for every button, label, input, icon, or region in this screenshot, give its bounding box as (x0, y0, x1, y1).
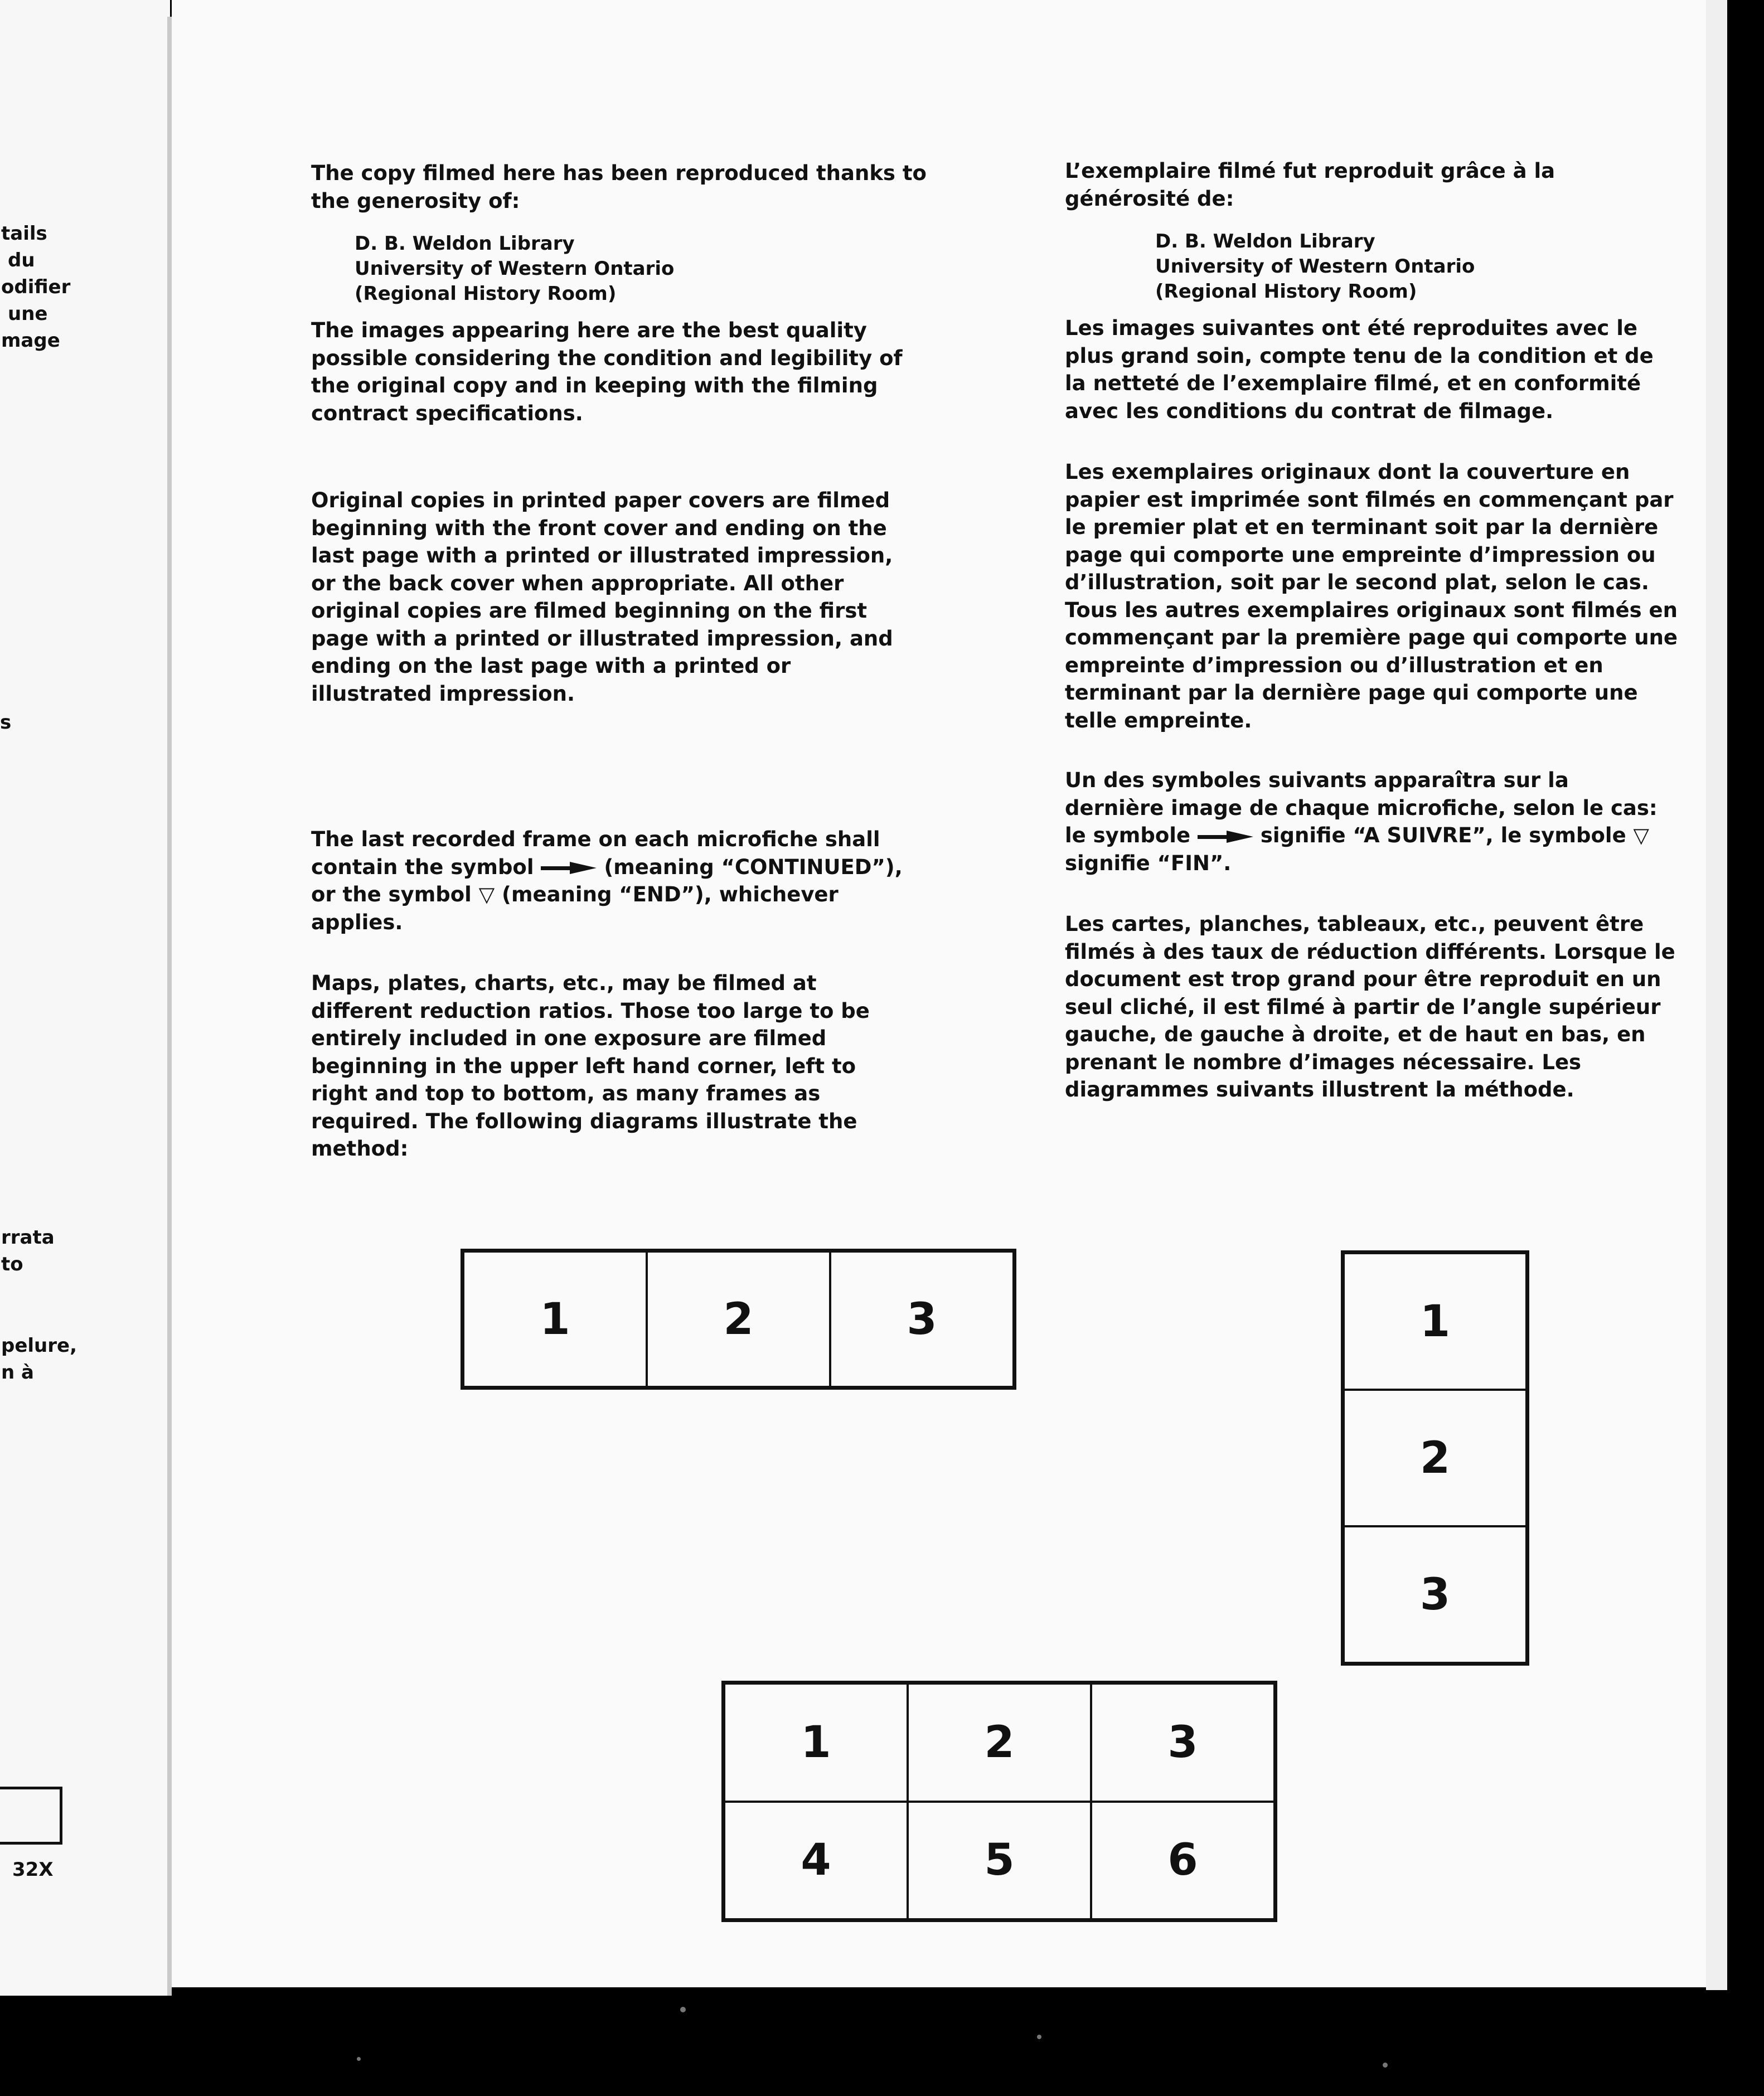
french-thanks: L’exemplaire filmé fut reproduit grâce à la générosité de: (1065, 159, 1555, 211)
page-edge (1706, 0, 1727, 1990)
english-symbol (311, 826, 913, 936)
english-thanks: The copy filmed here has been reproduced thanks to the generosity of: (311, 161, 927, 213)
frame-cell: 1 (724, 1683, 908, 1802)
left-fragment: pelure, (1, 1335, 77, 1357)
frame-cell: 2 (1344, 1390, 1526, 1526)
english-symbol-text: The last recorded frame on each microfiche shall contain the symbol (311, 827, 880, 879)
french-library-block (1155, 229, 1684, 304)
film-speck (357, 2057, 361, 2061)
left-fragment: rrata (1, 1226, 55, 1249)
french-maps: Les cartes, planches, tableaux, etc., peuvent être filmés à des taux de réduction différents. Lorsque le document est trop grand pour être reproduit en un seul cliché, il est filmé à partir de l’angle supérieur gauche, de gauche à droite, et de haut en bas, en prenant le nombre d’images nécessaire. Les diagrammes suivants illustrent la méthode. (1065, 912, 1675, 1102)
resolution-label: 32X (12, 1859, 54, 1881)
frame-cell: 2 (647, 1251, 830, 1387)
film-speck (1383, 2063, 1388, 2068)
frame-cell: 3 (1091, 1683, 1274, 1802)
arrow-icon (1198, 829, 1253, 844)
frame-cell: 1 (463, 1251, 647, 1387)
english-original: Original copies in printed paper covers are filmed beginning with the front cover and ending on the last page with a printed or illustrated impression, or the back cover when appropriate. All other original copies are filmed beginning on the first page with a printed or illustrated impression, and ending on the last page with a printed or illustrated impression. (311, 488, 893, 706)
frame-cell: 1 (1344, 1253, 1526, 1390)
frame-cell: 2 (908, 1683, 1091, 1802)
diagram-grid (721, 1681, 1277, 1922)
english-column (311, 159, 936, 1163)
frame-cell: 3 (830, 1251, 1014, 1387)
diagram-vertical (1341, 1250, 1529, 1666)
left-fragment: to (1, 1253, 23, 1275)
english-maps: Maps, plates, charts, etc., may be filmed at different reduction ratios. Those too large to be entirely included in one exposure are filmed beginning in the upper left hand corner, left to right and top to bottom, as many frames as required. The following diagrams illustrate the method: (311, 971, 870, 1161)
english-symbol-meaning: (meaning “CONTINUED”), or the symbol ▽ (meaning “END”), whichever applies. (311, 855, 903, 934)
french-column (1065, 157, 1684, 1104)
english-quality: The images appearing here are the best quality possible considering the condition and legibility of the original copy and in keeping with the filming contract specifications. (311, 318, 903, 425)
library-room: (Regional History Room) (1155, 280, 1417, 303)
library-university: University of Western Ontario (1155, 255, 1475, 278)
library-university: University of Western Ontario (355, 258, 675, 280)
french-original: Les exemplaires originaux dont la couverture en papier est imprimée sont filmés en commençant par le premier plat et en terminant soit par la dernière page qui comporte une empreinte d’impression ou d’illustration, soit par le second plat, selon le cas. Tous les autres exemplaires originaux sont filmés en commençant par la première page qui comporte une empreinte d’impression ou d’illustration et en terminant par la dernière page qui comporte une telle empreinte. (1065, 460, 1678, 732)
french-symbol-text: Un des symboles suivants apparaîtra sur la dernière image de chaque microfiche, selon le cas: le symbole (1065, 768, 1658, 847)
resolution-target-box (0, 1787, 62, 1845)
frame-cell: 6 (1091, 1802, 1274, 1920)
library-room: (Regional History Room) (355, 283, 617, 305)
library-name: D. B. Weldon Library (1155, 230, 1375, 253)
left-fragment: du (8, 249, 35, 271)
library-name: D. B. Weldon Library (355, 232, 575, 255)
arrow-icon (541, 861, 597, 875)
french-symbol-meaning: signifie “A SUIVRE”, le symbole ▽ signifie “FIN”. (1065, 823, 1649, 875)
left-fragment: tails (1, 222, 47, 245)
frame-cell: 5 (908, 1802, 1091, 1920)
page-fold (167, 17, 172, 1996)
left-fragment: s (0, 711, 12, 734)
diagram-horizontal (461, 1249, 1016, 1390)
frame-cell: 3 (1344, 1526, 1526, 1663)
left-fragment: odifier (1, 276, 71, 298)
film-speck (1037, 2035, 1041, 2039)
left-fragment: n à (1, 1361, 34, 1384)
french-quality: Les images suivantes ont été reproduites avec le plus grand soin, compte tenu de la condition et de la netteté de l’exemplaire filmé, et en conformité avec les conditions du contrat de filmage. (1065, 316, 1654, 423)
frame-cell: 4 (724, 1802, 908, 1920)
film-speck (680, 2007, 686, 2012)
left-fragment: mage (1, 329, 60, 352)
french-symbol (1065, 766, 1667, 877)
left-fragment: une (8, 303, 48, 325)
english-library-block (355, 231, 936, 307)
adjacent-page-strip (0, 0, 170, 1996)
